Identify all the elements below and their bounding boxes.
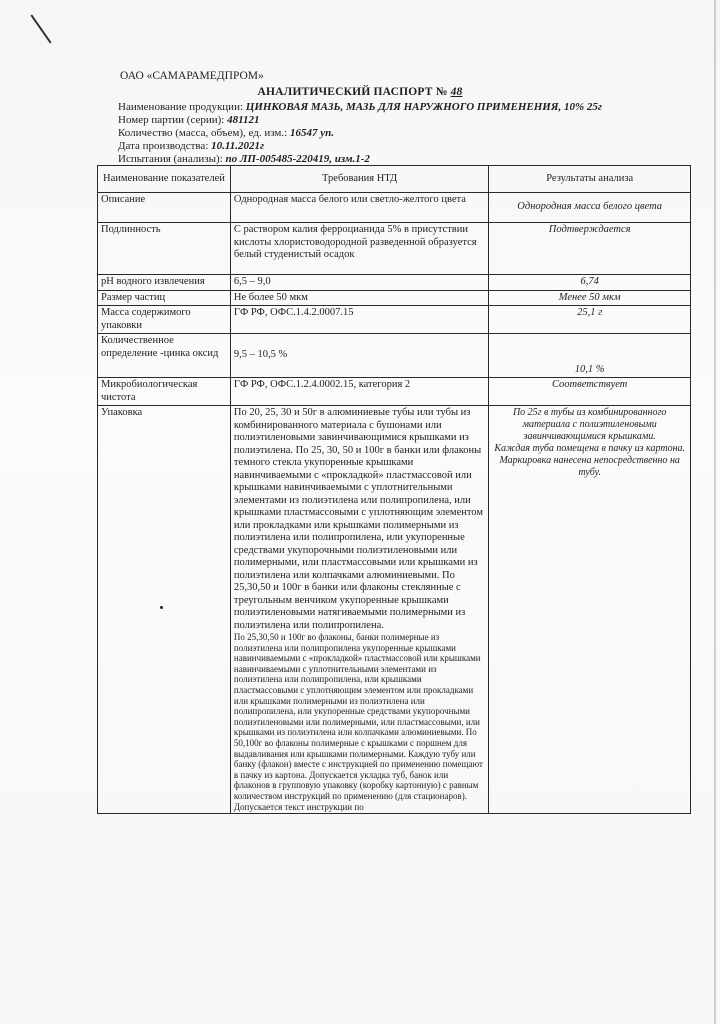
passport-number: 48 (450, 86, 463, 98)
packaging-requirement-continued: По 25,30,50 и 100г во флаконы, банки полимерные из полиэтилена или полипропилена укупоренные крышками навинчиваемыми с «прокладкой» пластмассовой или крышками навинчиваемыми с уплотнительными элементами из полиэтилена или полипропилена, или крышками пластмассовыми с уплотняющим элементом или прокладками или крышками полимерными из полиэтилена или полипропилена, или укупоренные средствами укупорочными полиэтиленовыми или полимерными, или пластмассовыми, или крышками из полиэтилена или колпачками алюминиевыми. По 50,100г во флаконы полимерные с крышками с поршнем для выдавливания или крышками полимерными. Каждую тубу или банку (флакон) вместе с инструкцией по применению помещают в пачку из картона. Допускается укладка туб, банок или флаконов в групповую упаковку (коробку картонную) с равным количеством инструкций по применению (для стационаров). Допускается текст инструкции по (233, 632, 483, 812)
table-row (98, 306, 691, 334)
page-edge (714, 0, 716, 1024)
analysis-table (97, 165, 691, 814)
info-product-name: Наименование продукции: ЦИНКОВАЯ МАЗЬ, МАЗЬ ДЛЯ НАРУЖНОГО ПРИМЕНЕНИЯ, 10% 25г (118, 101, 602, 113)
row-name: Микробиологическая чистота (98, 378, 231, 406)
table-row (98, 223, 691, 275)
info-batch-number: Номер партии (серии): 481121 (118, 114, 260, 126)
row-name: Упаковка (98, 406, 231, 814)
packaging-result-line: Маркировка нанесена непосредственно на тубу. (499, 455, 680, 478)
header-results: Результаты анализа (489, 166, 691, 193)
row-result: Менее 50 мкм (489, 290, 691, 306)
table-row (98, 334, 691, 378)
pen-mark (30, 15, 51, 44)
row-name: Описание (98, 193, 231, 223)
table-row (98, 378, 691, 406)
row-requirement: Однородная масса белого или светло-желтого цвета (230, 193, 488, 223)
row-requirement: Не более 50 мкм (230, 290, 488, 306)
table-row-packaging (98, 406, 691, 814)
info-quantity: Количество (масса, объем), ед. изм.: 16547 уп. (118, 127, 334, 139)
company-name: ОАО «САМАРАМЕДПРОМ» (120, 70, 264, 82)
header-indicator: Наименование показателей (98, 166, 231, 193)
row-result: Однородная масса белого цвета (489, 193, 691, 223)
product-info (118, 101, 602, 166)
row-result: 25,1 г (489, 306, 691, 334)
header-requirements: Требования НТД (230, 166, 488, 193)
table-row (98, 275, 691, 291)
row-requirement: 6,5 – 9,0 (230, 275, 488, 291)
row-requirement: ГФ РФ, ОФС.1.2.4.0002.15, категория 2 (230, 378, 488, 406)
row-name: Масса содержимого упаковки (98, 306, 231, 334)
table-header-row (98, 166, 691, 193)
row-result: 10,1 % (489, 334, 691, 378)
row-requirement: ГФ РФ, ОФС.1.4.2.0007.15 (230, 306, 488, 334)
info-production-date: Дата производства: 10.11.2021г (118, 140, 265, 152)
packaging-requirement-main: По 20, 25, 30 и 50г в алюминиевые тубы или тубы из комбинированного материала с бушонами или полиэтиленовыми завинчивающимися крышками из полиэтилена. По 25, 30, 50 и 100г в банки или флаконы темного стекла укупоренные крышками навинчиваемыми с «прокладкой» пластмассовой или крышками навинчиваемыми с уплотнительными элементами из полиэтилена или полипропилена, или крышками пластмассовыми с уплотняющим элементом или прокладками или крышками полимерными из полиэтилена или полипропилена, или укупоренные средствами укупорочными полиэтиленовыми или полимерными, или пластмассовыми или крышками из полиэтилена или колпачками алюминиевыми. По 25,30,50 и 100г в банки или флаконы стеклянные с треугольным венчиком укупоренные крышками полиэтиленовыми натягиваемыми полимерными из полиэтилена или полипропилена. (233, 407, 483, 631)
table-row (98, 290, 691, 306)
row-requirement: 9,5 – 10,5 % (230, 334, 488, 378)
row-name: pH водного извлечения (98, 275, 231, 291)
row-name: Количественное определение -цинка оксид (98, 334, 231, 378)
packaging-result-line: По 25г в тубы из комбинированного материала с полиэтиленовыми завинчивающимися крышками. (512, 407, 667, 442)
row-result (489, 406, 691, 814)
row-result: 6,74 (489, 275, 691, 291)
document-title (0, 86, 720, 98)
packaging-result-line: Каждая туба помещена в пачку из картона. (494, 443, 686, 454)
table-row (98, 193, 691, 223)
row-requirement: С раствором калия ферроцианида 5% в присутствии кислоты хлористоводородной разведенной образуется белый студенистый осадок (230, 223, 488, 275)
row-name: Размер частиц (98, 290, 231, 306)
row-name: Подлинность (98, 223, 231, 275)
title-text: АНАЛИТИЧЕСКИЙ ПАСПОРТ № (257, 86, 448, 98)
info-tests: Испытания (анализы): по ЛП-005485-220419, изм.1-2 (118, 153, 370, 165)
row-requirement (230, 406, 488, 814)
row-result: Соответствует (489, 378, 691, 406)
row-result: Подтверждается (489, 223, 691, 275)
